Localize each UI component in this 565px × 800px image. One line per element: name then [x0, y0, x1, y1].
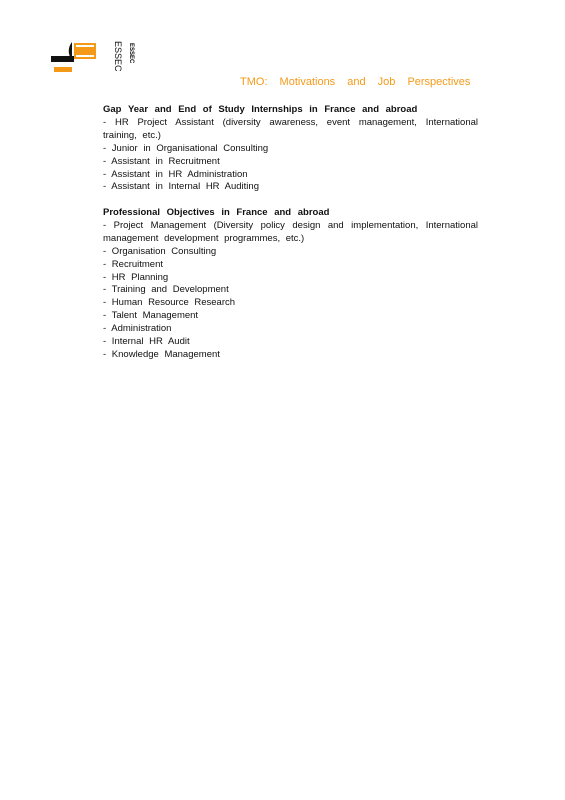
svg-text:ESSEC: ESSEC: [128, 43, 134, 64]
objective-item: - Internal HR Audit: [103, 336, 190, 348]
essec-logo: [48, 38, 148, 78]
document-title: TMO: Motivations and Job Perspectives: [240, 76, 471, 88]
objective-item: - Training and Development: [103, 284, 229, 296]
objective-item: - Human Resource Research: [103, 297, 236, 309]
objectives-heading: Professional Objectives in France and abroad: [103, 207, 330, 218]
objective-item: - Organisation Consulting: [103, 245, 217, 257]
internship-item: - Assistant in HR Administration: [103, 168, 248, 180]
svg-text:ESSEC: ESSEC: [113, 41, 123, 72]
objective-item: - Recruitment: [103, 258, 164, 270]
objective-item: - Knowledge Management: [103, 348, 220, 360]
internship-item: - Assistant in Recruitment: [103, 155, 220, 167]
objective-item: - Administration: [103, 323, 172, 335]
objective-item: - HR Planning: [103, 271, 169, 283]
internship-item: - Assistant in Internal HR Auditing: [103, 181, 259, 193]
essec-logo-mark: [48, 38, 148, 78]
objectives-section: [103, 207, 478, 362]
internships-section: [103, 104, 478, 194]
internship-item: - HR Project Assistant (diversity awareness, event management, International training, etc.): [103, 116, 478, 141]
internship-item: - Junior in Organisational Consulting: [103, 142, 269, 154]
logo-vertical-text: [113, 41, 123, 72]
objective-item: - Project Management (Diversity policy design and implementation, International management development programmes, etc.): [103, 219, 478, 244]
objective-item: - Talent Management: [103, 310, 199, 322]
internships-heading: Gap Year and End of Study Internships in France and abroad: [103, 104, 418, 115]
